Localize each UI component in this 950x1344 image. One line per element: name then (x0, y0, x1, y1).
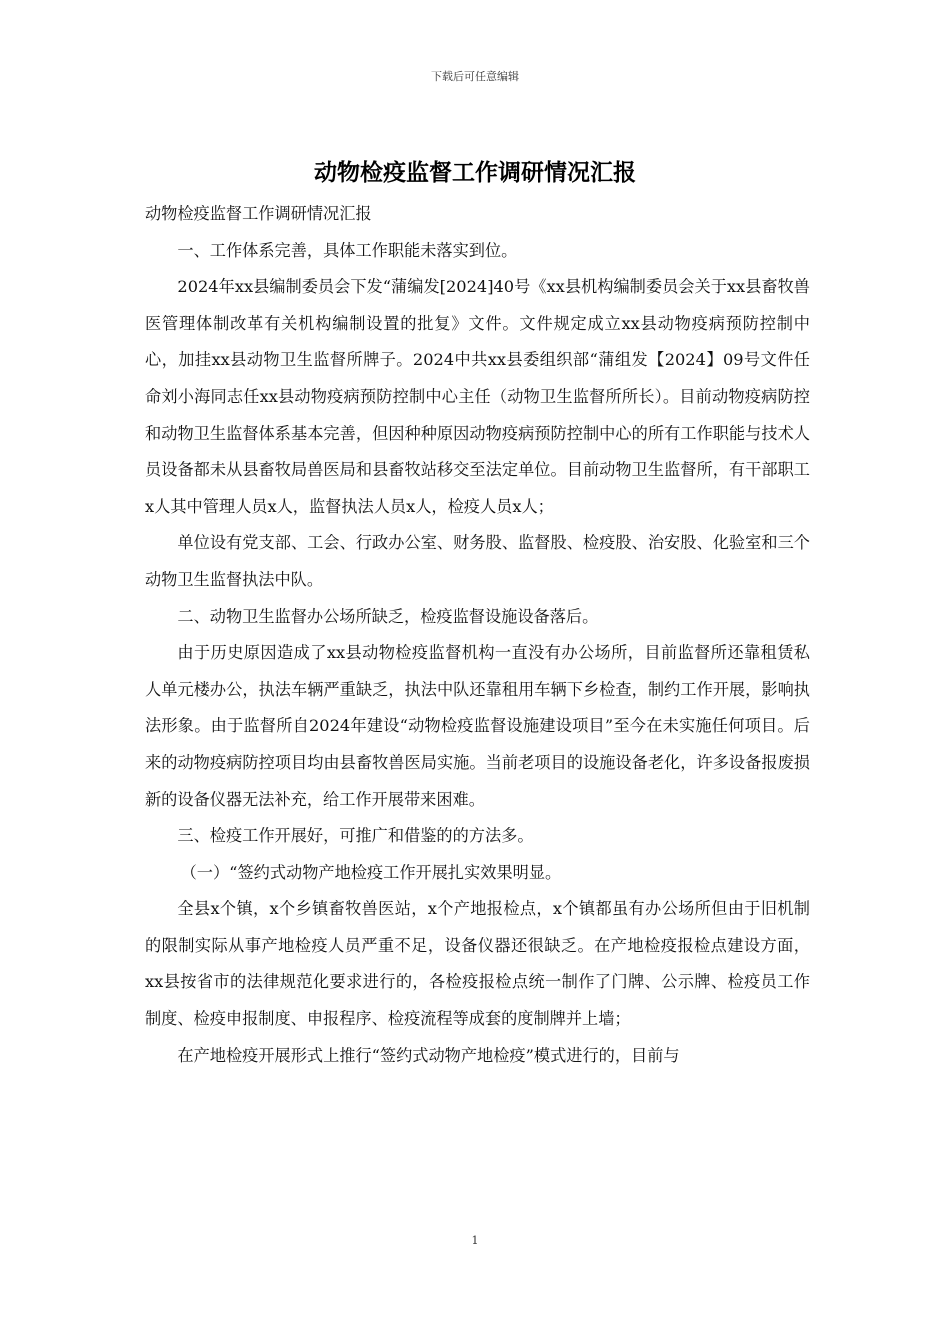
paragraph: 单位设有党支部、工会、行政办公室、财务股、监督股、检疫股、治安股、化验室和三个动物卫生监督执法中队。 (145, 533, 810, 589)
document-body (145, 196, 810, 1074)
paragraph: 由于历史原因造成了xx县动物检疫监督机构一直没有办公场所，目前监督所还靠租赁私人单元楼办公，执法车辆严重缺乏，执法中队还靠租用车辆下乡检查，制约工作开展，影响执法形象。由于监督所自2024年建设“动物检疫监督设施建设项目”至今在未实施任何项目。后来的动物疫病防控项目均由县畜牧兽医局实施。当前老项目的设施设备老化，许多设备报废损新的设备仪器无法补充，给工作开展带来困难。 (145, 643, 810, 809)
paragraph: 2024年xx县编制委员会下发“蒲编发[2024]40号《xx县机构编制委员会关于xx县畜牧兽医管理体制改革有关机构编制设置的批复》文件。文件规定成立xx县动物疫病预防控制中心，加挂xx县动物卫生监督所牌子。2024中共xx县委组织部“蒲组发【2024】09号文件任命刘小海同志任xx县动物疫病预防控制中心主任（动物卫生监督所所长）。目前动物疫病防控和动物卫生监督体系基本完善，但因种种原因动物疫病预防控制中心的所有工作职能与技术人员设备都未从县畜牧局兽医局和县畜牧站移交至法定单位。目前动物卫生监督所，有干部职工x人其中管理人员x人，监督执法人员x人，检疫人员x人； (145, 277, 810, 516)
page-number: 1 (471, 1234, 479, 1247)
document-title: 动物检疫监督工作调研情况汇报 (314, 159, 636, 186)
section-heading-3: 三、检疫工作开展好，可推广和借鉴的的方法多。 (177, 826, 534, 846)
section-heading-1: 一、工作体系完善，具体工作职能未落实到位。 (177, 240, 518, 260)
paragraph: 全县x个镇，x个乡镇畜牧兽医站，x个产地报检点，x个镇都虽有办公场所但由于旧机制的限制实际从事产地检疫人员严重不足，设备仪器还很缺乏。在产地检疫报检点建设方面，xx县按省市的法律规范化要求进行的，各检疫报检点统一制作了门牌、公示牌、检疫员工作制度、检疫申报制度、申报程序、检疫流程等成套的度制牌并上墙； (145, 899, 810, 1029)
page-header: 下载后可任意编辑 (431, 70, 519, 83)
subsection-heading-1: （一）“签约式动物产地检疫工作开展扎实效果明显。 (180, 862, 562, 882)
paragraph: 在产地检疫开展形式上推行“签约式动物产地检疫”模式进行的，目前与 (177, 1045, 680, 1065)
section-heading-2: 二、动物卫生监督办公场所缺乏，检疫监督设施设备落后。 (177, 606, 599, 626)
subtitle-line: 动物检疫监督工作调研情况汇报 (145, 204, 372, 223)
